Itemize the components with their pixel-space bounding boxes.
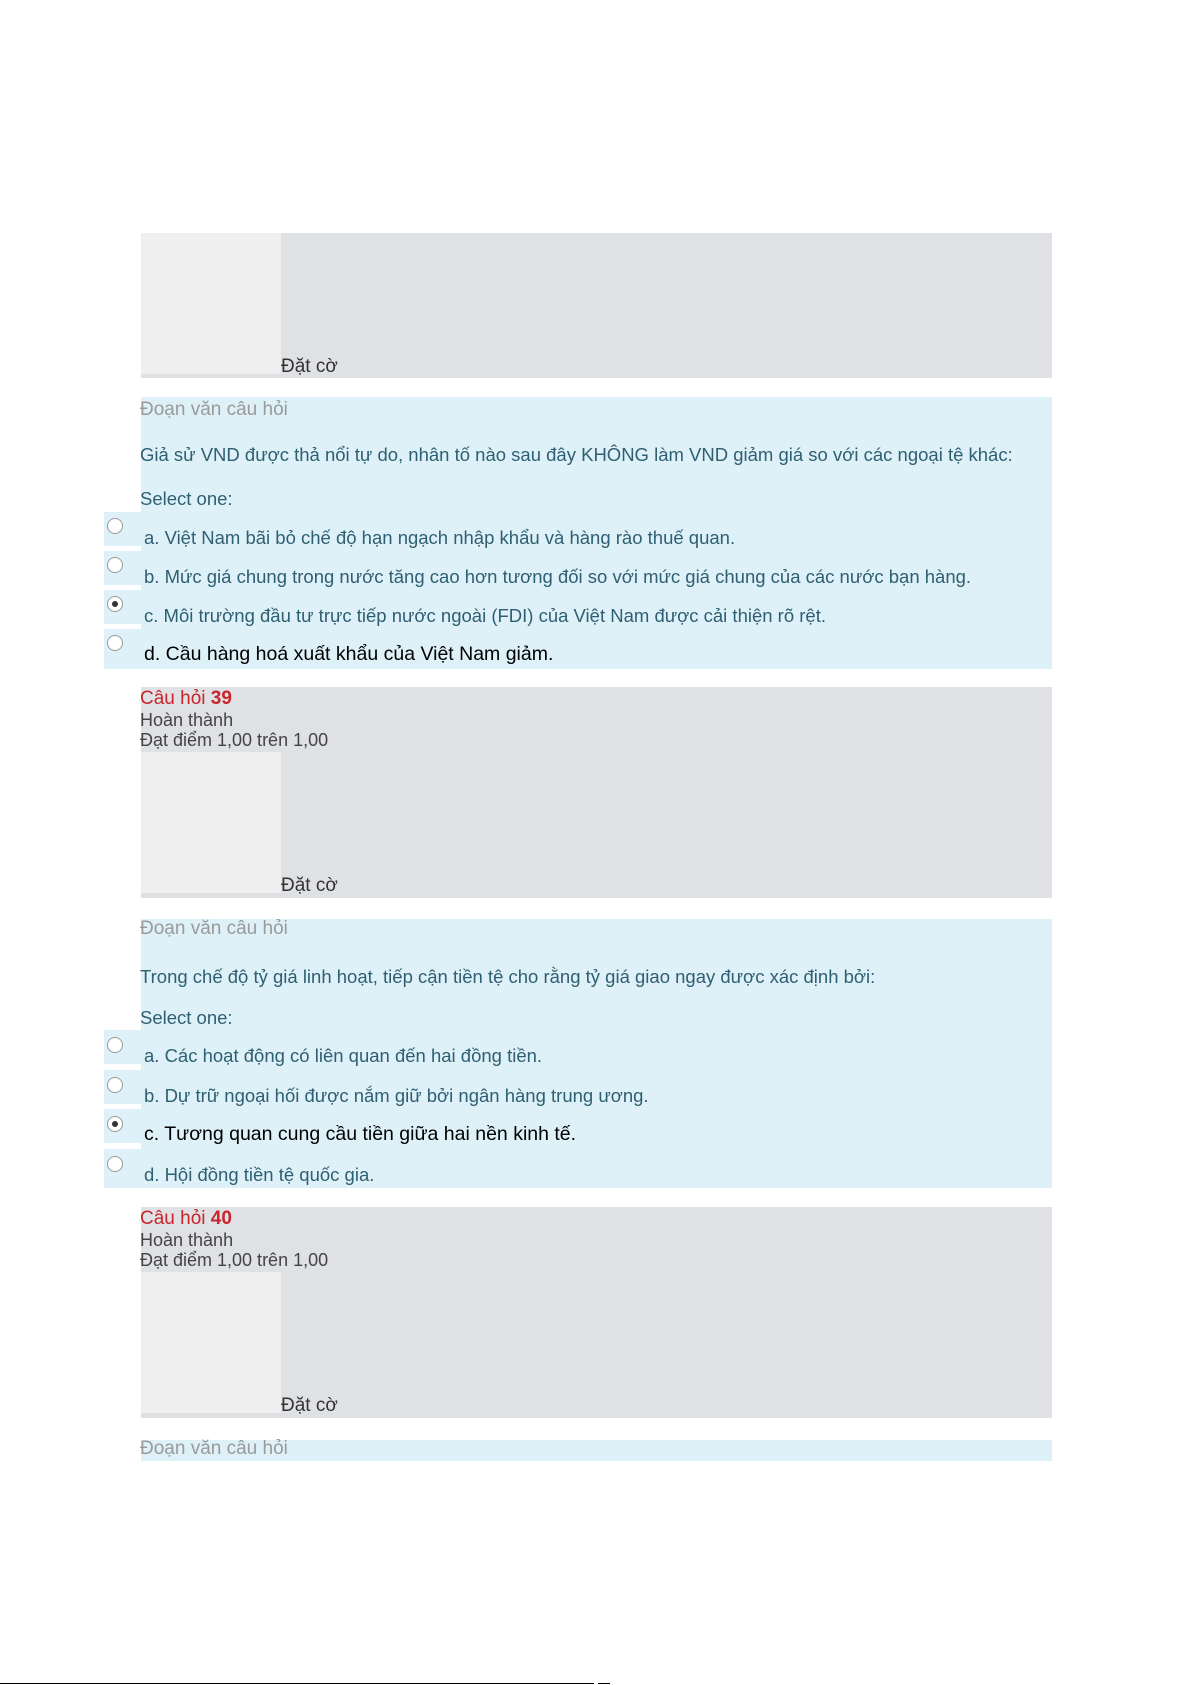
question-39-state: Hoàn thành [140,710,234,730]
question-38-text-label: Đoạn văn câu hỏi [140,399,288,420]
question-39-option-d-label[interactable]: d. Hội đồng tiền tệ quốc gia. [144,1164,375,1185]
question-38-option-d-radio[interactable] [107,635,123,651]
question-40-number: Câu hỏi 40 [140,1208,232,1229]
question-38-option-a-radio[interactable] [107,518,123,534]
question-39-grade: Đạt điểm 1,00 trên 1,00 [140,730,329,750]
question-39-option-d-radio[interactable] [107,1156,123,1172]
question-39-flag-area [141,752,281,893]
question-39-option-a-label[interactable]: a. Các hoạt động có liên quan đến hai đồng tiền. [144,1045,543,1066]
question-38-select-one: Select one: [140,488,233,509]
question-38-flag-area [141,233,281,374]
question-39-option-b-label[interactable]: b. Dự trữ ngoại hối được nắm giữ bởi ngân hàng trung ương. [144,1085,649,1106]
question-38-text: Giả sử VND được thả nổi tự do, nhân tố nào sau đây KHÔNG làm VND giảm giá so với các ngoại tệ khác: [140,444,1013,465]
question-39-select-one: Select one: [140,1007,233,1028]
question-38-option-b-label[interactable]: b. Mức giá chung trong nước tăng cao hơn tương đối so với mức giá chung của các nước bạn hàng. [144,566,972,587]
question-38-flag-button[interactable]: Đặt cờ [281,356,338,377]
question-39-option-c-label[interactable]: c. Tương quan cung cầu tiền giữa hai nền kinh tế. [144,1123,577,1145]
question-40-state: Hoàn thành [140,1230,234,1250]
question-38-option-a-label[interactable]: a. Việt Nam bãi bỏ chế độ hạn ngạch nhập khẩu và hàng rào thuế quan. [144,527,736,548]
question-38-option-c-radio[interactable] [107,596,123,612]
question-39-number: Câu hỏi 39 [140,688,232,709]
question-40-text-label: Đoạn văn câu hỏi [140,1438,288,1459]
page-footer-rule [0,1683,594,1684]
question-39-option-b-radio[interactable] [107,1077,123,1093]
question-39-flag-button[interactable]: Đặt cờ [281,875,338,896]
question-39-text: Trong chế độ tỷ giá linh hoạt, tiếp cận tiền tệ cho rằng tỷ giá giao ngay được xác định bởi: [140,966,876,987]
question-39-text-label: Đoạn văn câu hỏi [140,918,288,939]
question-40-flag-button[interactable]: Đặt cờ [281,1395,338,1416]
question-40-grade: Đạt điểm 1,00 trên 1,00 [140,1250,329,1270]
question-40-flag-area [141,1272,281,1413]
question-38-option-d-label[interactable]: d. Cầu hàng hoá xuất khẩu của Việt Nam giảm. [144,643,554,665]
question-38-option-b-radio[interactable] [107,557,123,573]
question-39-option-c-radio[interactable] [107,1116,123,1132]
question-39-option-a-radio[interactable] [107,1037,123,1053]
page-footer-tick [598,1683,610,1684]
question-38-option-c-label[interactable]: c. Môi trường đầu tư trực tiếp nước ngoài (FDI) của Việt Nam được cải thiện rõ rệt. [144,605,826,626]
